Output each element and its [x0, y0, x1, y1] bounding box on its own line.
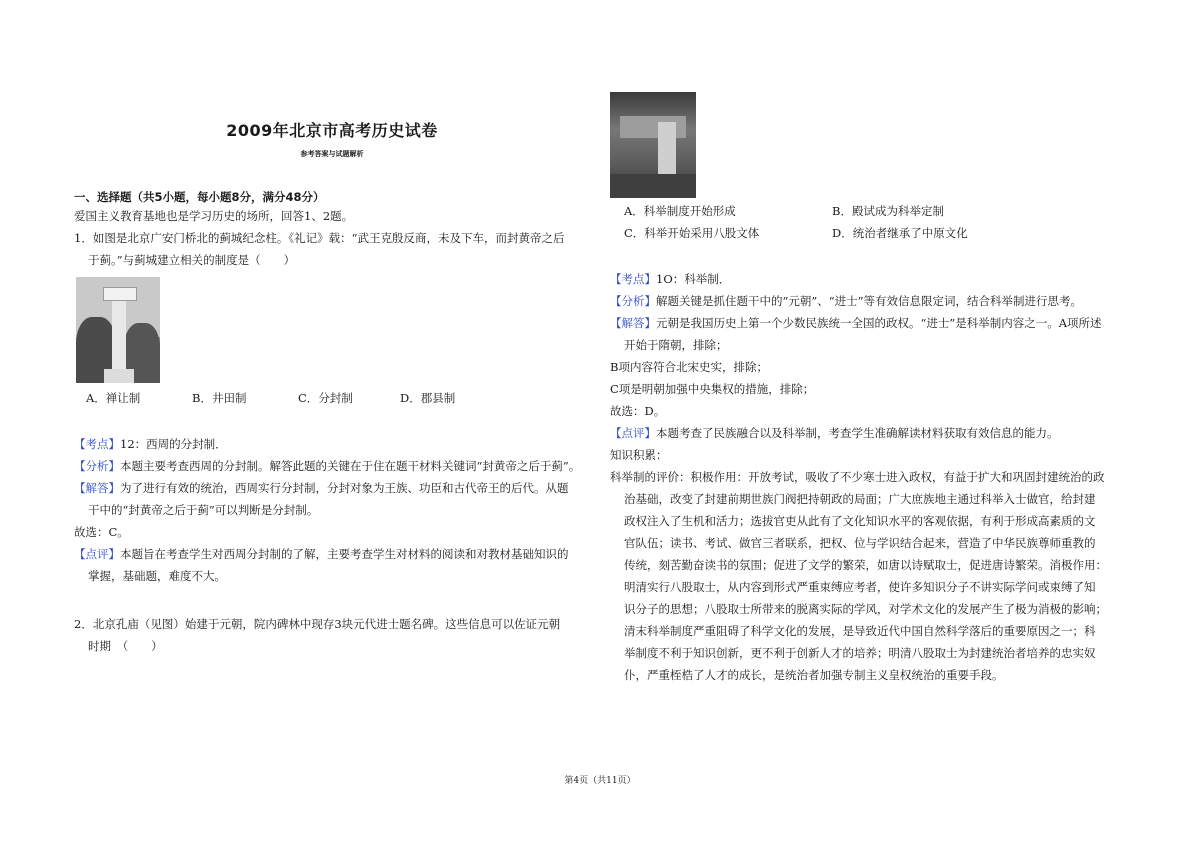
q2-option-c: C．科举开始采用八股文体 [624, 226, 760, 240]
q1-options [74, 387, 590, 409]
q2-fenxi: 【分析】解题关键是抓住题干中的“元朝”、“进士”等有效信息限定词，结合科举制进行思考。 [610, 294, 1083, 308]
q1-dianping: 【点评】本题旨在考查学生对西周分封制的了解，主要考查学生对材料的阅读和对教材基础知识的 [74, 547, 569, 561]
q2-answer: 故选：D。 [610, 404, 666, 418]
q1-option-c: C．分封制 [298, 391, 353, 405]
q1-dianping-cont: 掌握，基础题，难度不大。 [88, 569, 226, 583]
kaodian-tag: 【考点】 [74, 437, 120, 451]
knowledge-line: 仆，严重桎梏了人才的成长，是统治者加强专制主义皇权统治的重要手段。 [624, 668, 1004, 682]
q2-option-b: B．殿试成为科举定制 [832, 204, 944, 218]
fenxi-tag: 【分析】 [610, 294, 656, 308]
q1-option-d: D．郡县制 [400, 391, 456, 405]
dianping-tag: 【点评】 [610, 426, 656, 440]
dianping-tag: 【点评】 [74, 547, 120, 561]
knowledge-line: 举制度不利于知识创新，更不利于创新人才的培养；明清八股取士为封建统治者培养的忠实奴 [624, 646, 1096, 660]
intro-text: 爱国主义教育基地也是学习历史的场所，回答1、2题。 [74, 209, 354, 223]
q2-option-c-note: C项是明朝加强中央集权的措施，排除； [610, 382, 815, 396]
knowledge-line: 政权注入了生机和活力；选拔官吏从此有了文化知识水平的客观依据，有利于形成高素质的文 [624, 514, 1096, 528]
q2-stem-line2: 时期 （ ） [88, 639, 163, 653]
q1-jieda-cont: 干中的“封黄帝之后于蓟”可以判断是分封制。 [88, 503, 319, 517]
jieda-tag: 【解答】 [610, 316, 656, 330]
confucius-temple-photo [610, 92, 696, 198]
q2-jieda-cont: 开始于隋朝，排除； [624, 338, 728, 352]
kaodian-tag: 【考点】 [610, 272, 656, 286]
q2-stem-line1: 2．北京孔庙（见图）始建于元朝，院内碑林中现存3块元代进士题名碑。这些信息可以佐证元朝 [74, 617, 561, 631]
q2-options-row1 [610, 200, 1130, 222]
q1-fenxi: 【分析】本题主要考查西周的分封制。解答此题的关键在于住在题干材料关键词“封黄帝之后于蓟”。 [74, 459, 581, 473]
page-footer: 第4页（共11页） [564, 776, 636, 786]
q2-kaodian: 【考点】1O：科举制． [610, 272, 731, 286]
q2-option-b-note: B项内容符合北宋史实，排除； [610, 360, 768, 374]
q1-option-a: A．禅让制 [86, 391, 141, 405]
q1-kaodian: 【考点】12：西周的分封制． [74, 437, 227, 451]
q1-option-b: B．井田制 [192, 391, 247, 405]
memorial-pillar-photo [76, 277, 160, 383]
q2-option-d: D．统治者继承了中原文化 [832, 226, 968, 240]
jieda-tag: 【解答】 [74, 481, 120, 495]
right-column [610, 92, 1130, 686]
page-subtitle: 参考答案与试题解析 [300, 150, 364, 158]
q1-answer: 故选：C。 [74, 525, 129, 539]
knowledge-line: 传统，刻苦勤奋读书的氛围；促进了文学的繁荣，如唐以诗赋取士，促进唐诗繁荣。消极作用： [624, 558, 1107, 572]
q2-options-row2 [610, 222, 1130, 244]
q1-jieda: 【解答】为了进行有效的统治，西周实行分封制，分封对象为王族、功臣和古代帝王的后代。从题 [74, 481, 569, 495]
knowledge-line: 官队伍；读书、考试、做官三者联系，把权、位与学识结合起来，营造了中华民族尊师重教的 [624, 536, 1096, 550]
q1-stem-line2: 于蓟。”与蓟城建立相关的制度是（ ） [88, 253, 296, 267]
knowledge-line: 识分子的思想；八股取士所带来的脱离实际的学风，对学术文化的发展产生了极为消极的影响； [624, 602, 1107, 616]
knowledge-heading: 知识积累： [610, 448, 668, 462]
page-title: 2009年北京市高考历史试卷 [226, 121, 438, 140]
knowledge-line: 明清实行八股取士，从内容到形式严重束缚应考者，使许多知识分子不讲实际学问或束缚了知 [624, 580, 1096, 594]
q1-stem-line1: 1．如图是北京广安门桥北的蓟城纪念柱。《礼记》载：“武王克殷反商，未及下车，而封黄帝之后 [74, 231, 565, 245]
knowledge-line: 治基础，改变了封建前期世族门阀把持朝政的局面；广大庶族地主通过科举入士做官，给封建 [624, 492, 1096, 506]
q2-jieda: 【解答】元朝是我国历史上第一个少数民族统一全国的政权。“进士”是科举制内容之一。A项所述 [610, 316, 1102, 330]
left-column [74, 118, 590, 657]
knowledge-line: 清末科举制度严重阻碍了科学文化的发展，是导致近代中国自然科学落后的重要原因之一；科 [624, 624, 1096, 638]
q2-dianping: 【点评】本题考查了民族融合以及科举制，考查学生准确解读材料获取有效信息的能力。 [610, 426, 1059, 440]
knowledge-line: 科举制的评价：积极作用：开放考试，吸收了不少寒士进入政权，有益于扩大和巩固封建统治的政 [610, 470, 1105, 484]
q2-option-a: A．科举制度开始形成 [624, 204, 736, 218]
fenxi-tag: 【分析】 [74, 459, 120, 473]
section-heading: 一、选择题（共5小题，每小题8分，满分48分） [74, 190, 325, 204]
